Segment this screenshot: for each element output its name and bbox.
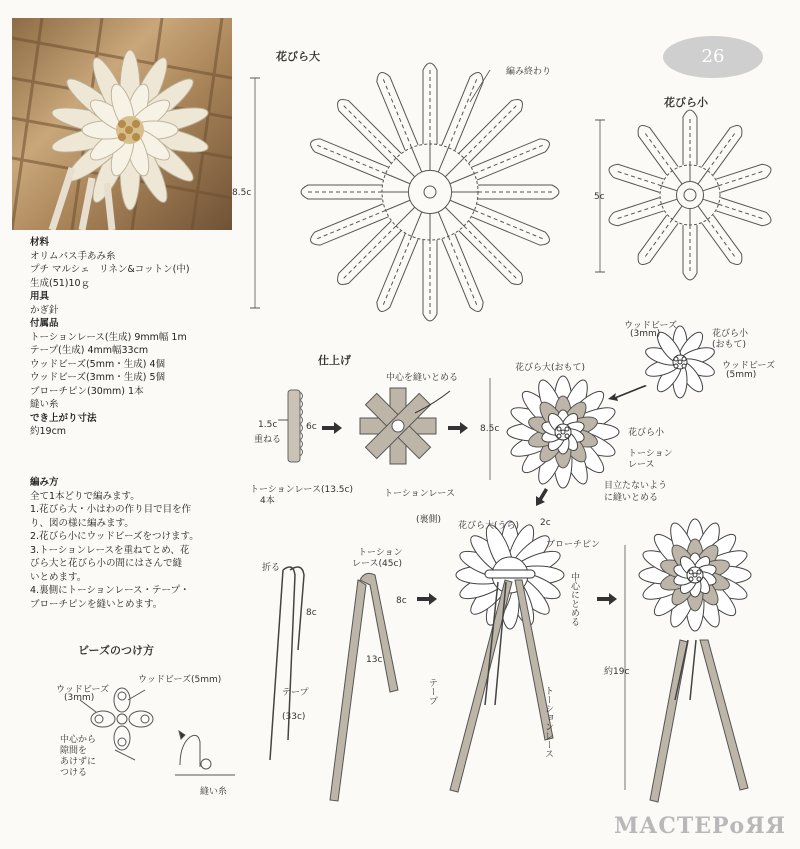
lace-cross: [360, 388, 436, 464]
petal-stitch: [702, 215, 742, 264]
tools-title: 用具: [30, 291, 50, 302]
beads-title: ビーズのつけ方: [78, 644, 155, 657]
accessory-line: ブローチピン(30mm) 1本: [30, 385, 144, 397]
tool-line: かぎ針: [30, 304, 59, 316]
eight-c-1: 8c: [306, 608, 317, 618]
bead-diagram: [80, 688, 235, 775]
small-height-label: 5c: [594, 192, 605, 202]
accessory-line: ウッドビーズ(5mm・生成) 4個: [30, 358, 165, 370]
bead-note-2: 隙間を: [60, 746, 88, 756]
method-block: [30, 476, 199, 611]
accessory-line: トーションレース(生成) 9mm幅 1m: [30, 331, 187, 343]
accessory-line: テープ(生成) 4mm幅33cm: [30, 345, 149, 356]
material-line: 生成(51)10ｇ: [30, 277, 91, 289]
small-petal-chart: [609, 110, 771, 280]
method-line: 4.裏側にトーションレース・テープ・: [30, 585, 190, 596]
large-petal-chart: [301, 63, 559, 321]
lace-label-2: トーションレース: [543, 686, 553, 758]
end-label: 編み終わり: [506, 67, 552, 77]
petal-stitch: [377, 73, 418, 151]
material-line: プチ マルシェ リネン&コットン(中): [30, 264, 190, 275]
hidden-b: に縫いとめる: [604, 493, 659, 503]
petal-stitch: [609, 198, 664, 226]
petal-small-label: 花びら小: [628, 428, 665, 438]
wood5mm-label: (5mm): [726, 370, 757, 380]
accessory-line: ウッドビーズ(3mm・生成) 5個: [30, 372, 165, 383]
page-number: 26: [701, 46, 725, 67]
petal-stitch: [377, 234, 418, 312]
petal-stitch: [311, 139, 389, 180]
method-line: ブローチピンを縫いとめます。: [30, 598, 163, 610]
lace45-a: トーション: [358, 548, 403, 558]
method-line: 全て1本どりで編みます。: [30, 490, 140, 502]
petal-stitch: [423, 240, 437, 321]
final-flower: [639, 519, 751, 631]
eight-c-2: 8c: [396, 596, 407, 606]
petal-stitch: [442, 234, 483, 312]
lace-fold: [330, 573, 398, 801]
tape-fold: [270, 567, 304, 760]
pin-label: ブローチピン: [546, 540, 601, 550]
large-front-label: 花びら大(おもて): [515, 363, 586, 373]
center-stitch-label: 中心にとめる: [569, 572, 579, 626]
two-c-label: 2c: [540, 518, 551, 528]
petal-stitch: [301, 185, 382, 199]
petal-stitch: [638, 215, 678, 264]
hidden-a: 目立たないよう: [604, 481, 668, 491]
method-line: 3.トーションレースを重ねてとめ、花: [30, 544, 190, 556]
petal-stitch: [472, 204, 550, 245]
method-line: り、図の様に編みます。: [30, 517, 134, 529]
materials-block: [30, 236, 190, 439]
method-line: いとめます。: [30, 571, 87, 583]
large-petal-title: 花びら大: [276, 50, 320, 63]
lace-label: トーションレース: [384, 489, 455, 499]
finishing-title: 仕上げ: [318, 354, 351, 367]
fold-label: 折る: [262, 563, 281, 573]
method-line: びら大と花びら小の間にはさんで縫: [30, 558, 183, 569]
len-6c: 6c: [306, 422, 317, 432]
wood5-label: ウッドビーズ: [722, 361, 776, 371]
height-85: 8.5c: [480, 424, 500, 434]
petal-stitch: [478, 185, 559, 199]
torshon-label: トーション: [628, 449, 673, 459]
lace45-b: レース(45c): [352, 559, 402, 569]
method-line: 1.花びら大・小はわの作り目で目を作: [30, 504, 192, 515]
size-value: 約19cm: [30, 426, 67, 437]
petal-stitch: [311, 204, 389, 245]
torshon-label-2: レース: [628, 460, 655, 470]
petal-stitch: [423, 63, 437, 144]
wood3-label: ウッドビーズ: [624, 321, 678, 331]
overlap-b: 重ねる: [254, 435, 282, 445]
ura-label: (裏側): [416, 515, 442, 525]
overlap-a: 1.5c: [258, 420, 278, 430]
materials-title: 材料: [30, 237, 50, 248]
small-front-a: 花びら小: [712, 329, 749, 339]
lace-4-label: トーションレース(13.5c): [250, 485, 353, 495]
method-title: 編み方: [30, 477, 59, 488]
petal-stitch: [442, 73, 483, 151]
lace-stack: [288, 390, 303, 462]
beads-wood3: ウッドビーズ: [56, 685, 110, 695]
thread-label: 縫い糸: [200, 787, 228, 797]
small-front-b: (おもて): [712, 340, 747, 350]
petal-stitch: [702, 125, 742, 174]
watermark: МАСТЕРоЯЯ: [614, 813, 786, 839]
bead-note-3: あけずに: [60, 757, 97, 767]
beads-wood3mm: (3mm): [64, 693, 95, 703]
petal-stitch: [638, 125, 678, 174]
tape-label-2: テープ: [427, 678, 437, 705]
petal-back-label: 花びら大(うら): [458, 521, 520, 531]
tape33-label: (33c): [282, 712, 306, 722]
assembled-flower-front: [507, 376, 619, 488]
thirteen-c: 13c: [366, 655, 383, 665]
size-title: でき上がり寸法: [30, 412, 97, 424]
bead-note-4: つける: [60, 768, 88, 778]
petal-stitch: [472, 139, 550, 180]
lace-4-count: 4本: [260, 496, 275, 506]
petal-stitch: [716, 164, 771, 192]
final-straps: [650, 640, 748, 802]
large-height-label: 8.5c: [232, 188, 252, 198]
method-line: 2.花びら小にウッドビーズをつけます。: [30, 531, 199, 542]
petal-stitch: [609, 164, 664, 192]
bead-note-1: 中心から: [60, 735, 97, 745]
approx19-label: 約19c: [604, 667, 630, 677]
accessory-line: 縫い糸: [30, 399, 59, 410]
wood3mm-label: (3mm): [630, 329, 661, 339]
small-petal-title: 花びら小: [664, 96, 708, 109]
material-line: オリムパス手あみ糸: [30, 250, 116, 262]
tape-label: テープ: [282, 688, 309, 698]
stitch-center-label: 中心を縫いとめる: [386, 373, 459, 383]
accessories-title: 付属品: [30, 318, 59, 329]
beads-wood5: ウッドビーズ(5mm): [138, 675, 222, 685]
petal-stitch: [716, 198, 771, 226]
